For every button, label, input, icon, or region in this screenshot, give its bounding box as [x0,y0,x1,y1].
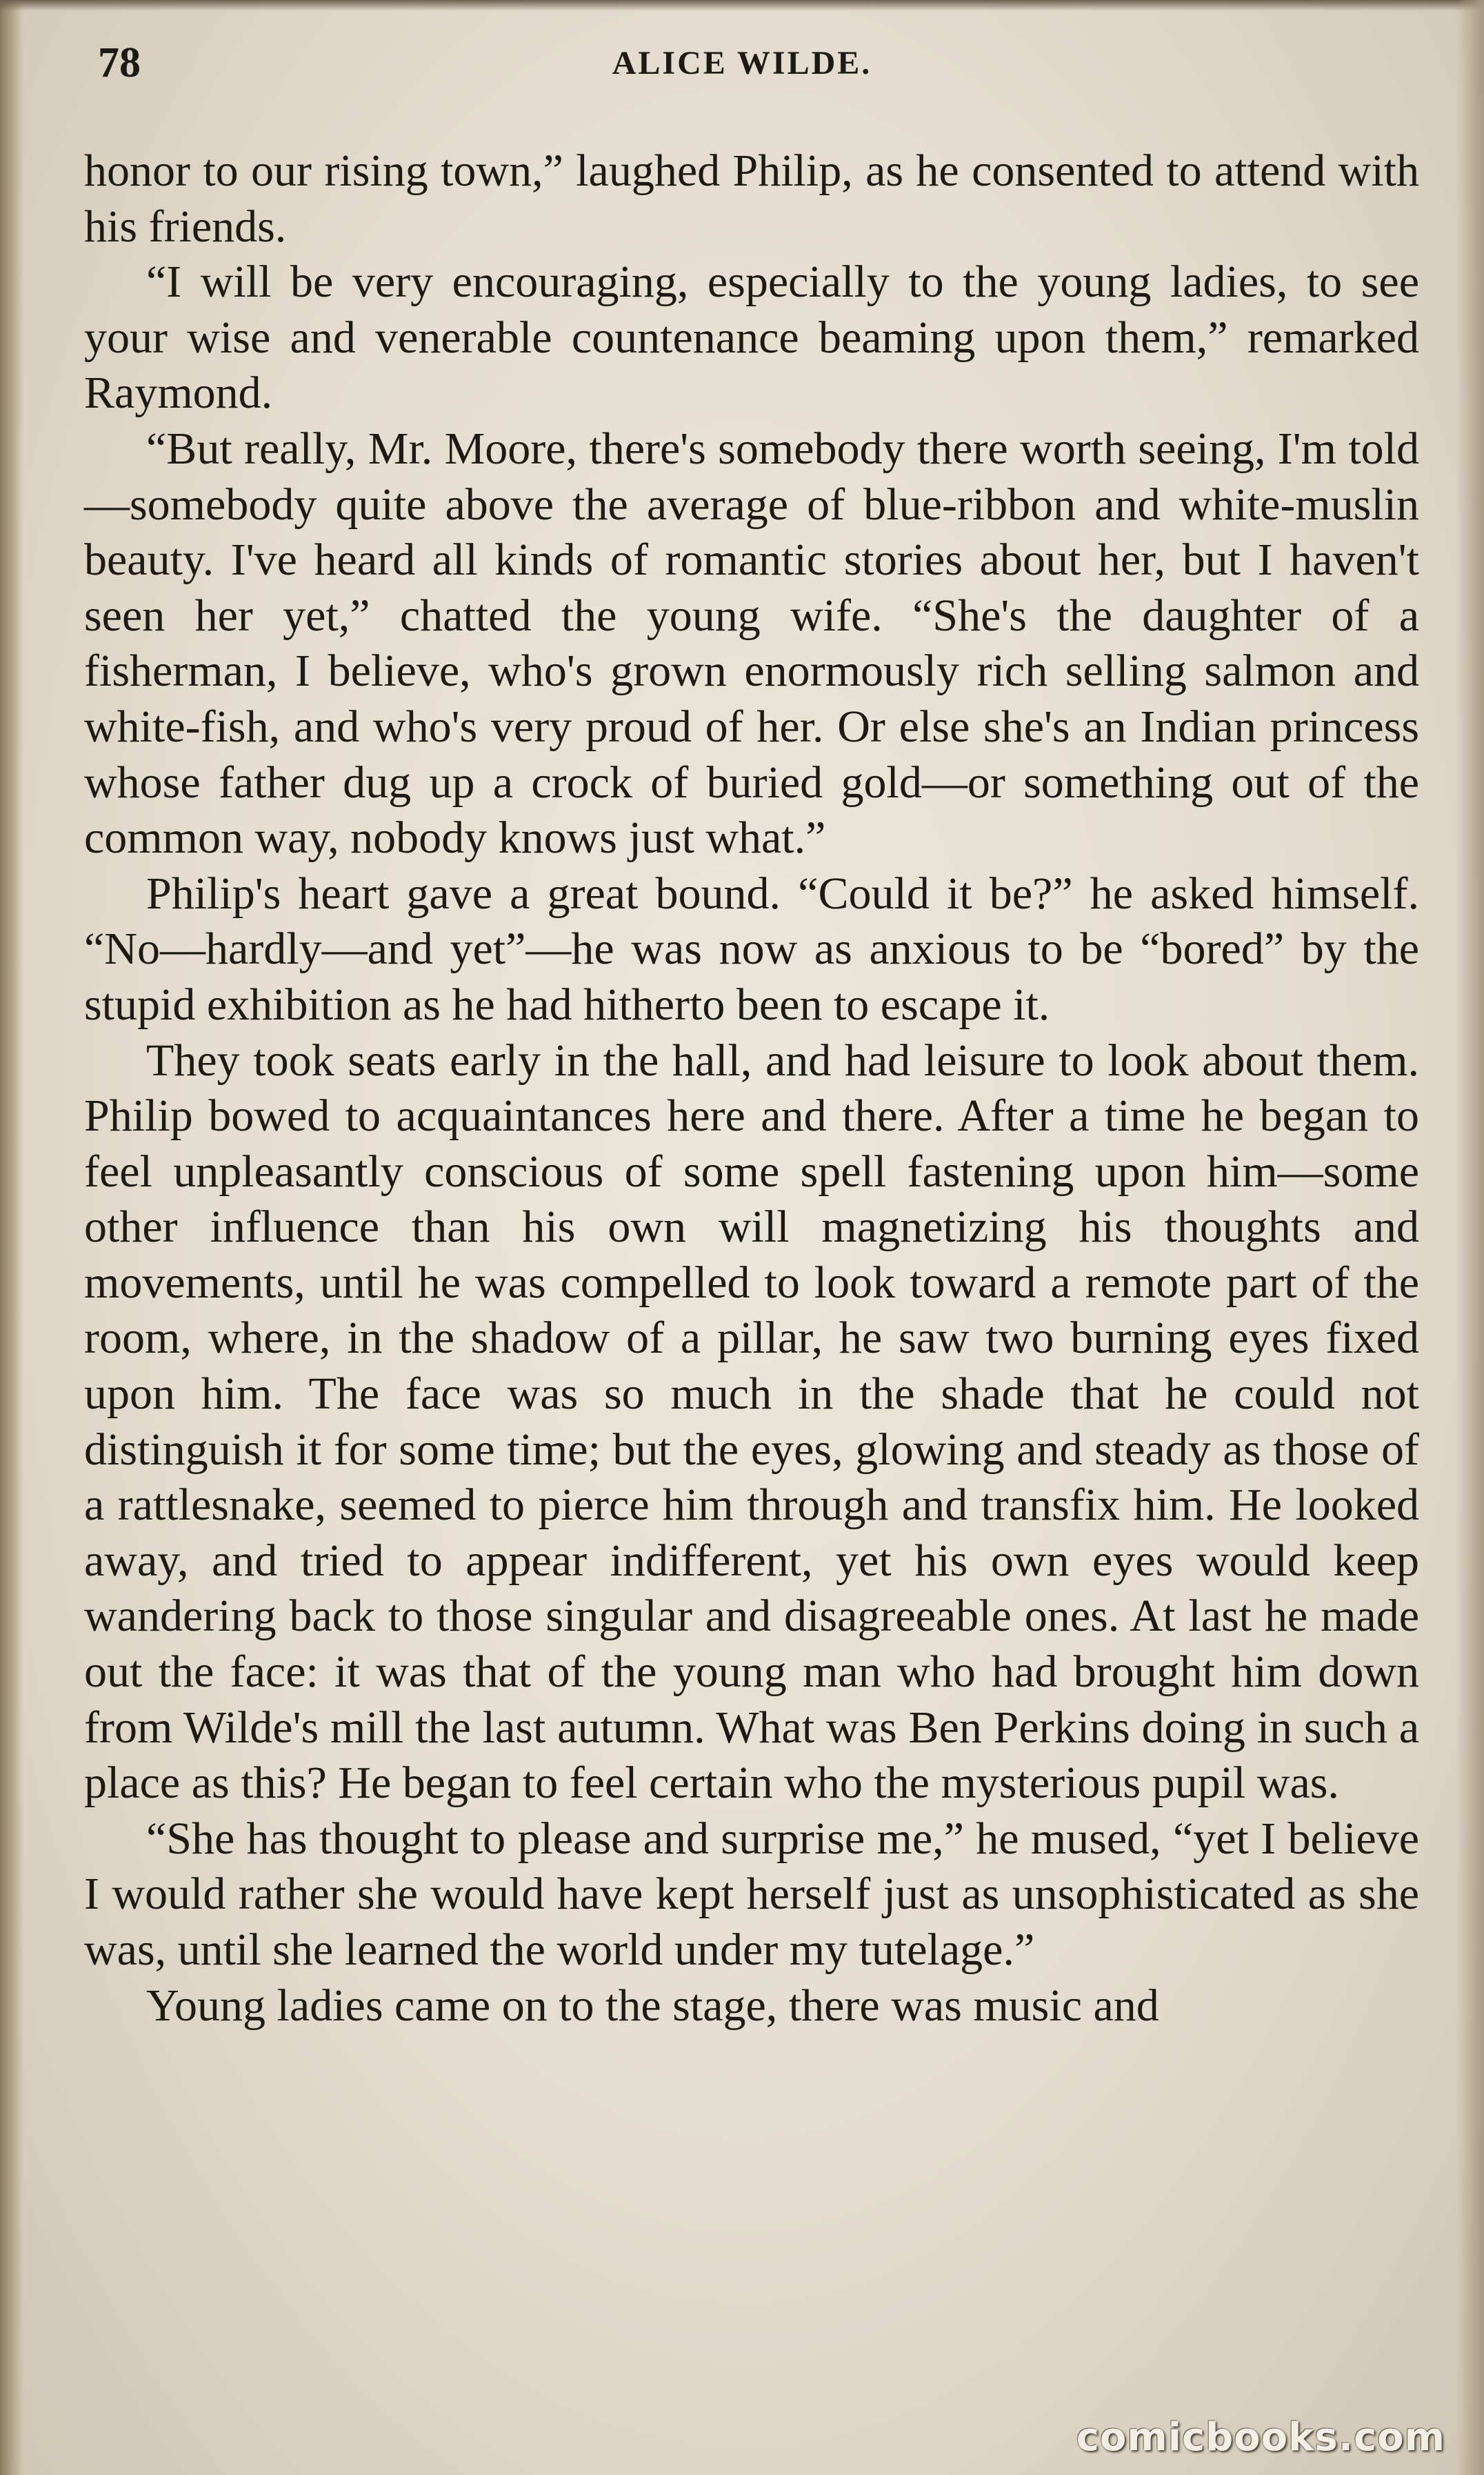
page-top-edge [0,0,1484,11]
running-head [0,34,1484,90]
body-text [84,143,1419,2034]
paragraph-2: “I will be very encouraging, especially to the young ladies, to see your wise and venerable countenance beaming upon them,” remarked Raymond. [84,257,1419,419]
page-right-edge [1456,0,1484,2475]
paragraph-1: honor to our rising town,” laughed Philip, as he consented to attend with his friends. [84,146,1419,252]
paragraph-5: They took seats early in the hall, and had leisure to look about them. Philip bowed to acquaintances here and there. After a time he began to feel unpleasantly conscious of some spell fastening upon him—some other influence than his own will magnetizing his thoughts and movements, until he was compelled to look toward a remote part of the room, where, in the shadow of a pillar, he saw two burning eyes fixed upon him. The face was so much in the shade that he could not distinguish it for some time; but the eyes, glowing and steady as those of a rattlesnake, seemed to pierce him through and transfix him. He looked away, and tried to appear indifferent, yet his own eyes would keep wandering back to those singular and disagreeable ones. At last he made out the face: it was that of the young man who had brought him down from Wilde's mill the last autumn. What was Ben Perkins doing in such a place as this? He began to feel certain who the mysterious pupil was. [84,1035,1419,1809]
paragraph-7: Young ladies came on to the stage, there was music and [146,1980,1159,2031]
running-title: ALICE WILDE. [612,45,872,81]
paragraph-6: “She has thought to please and surprise me,” he mused, “yet I believe I would rather she would have kept herself just as unsophisticated as she was, until she learned the world under my tutelage.” [84,1813,1419,1975]
page-number: 78 [98,39,141,86]
page-left-edge [0,0,23,2475]
paragraph-3: “But really, Mr. Moore, there's somebody there worth seeing, I'm told—somebody quite above the average of blue-ribbon and white-muslin beauty. I've heard all kinds of romantic stories about her, but I haven't seen her yet,” chatted the young wife. “She's the daughter of a fisherman, I believe, who's grown enormously rich selling salmon and white-fish, and who's very proud of her. Or else she's an Indian princess whose father dug up a crock of buried gold—or something out of the common way, nobody knows just what.” [84,423,1419,864]
paragraph-4: Philip's heart gave a great bound. “Could it be?” he asked himself. “No—hardly—and yet”—he was now as anxious to be “bored” by the stupid exhibition as he had hitherto been to escape it. [84,868,1419,1030]
site-watermark: comicbooks.com [1076,2415,1445,2460]
